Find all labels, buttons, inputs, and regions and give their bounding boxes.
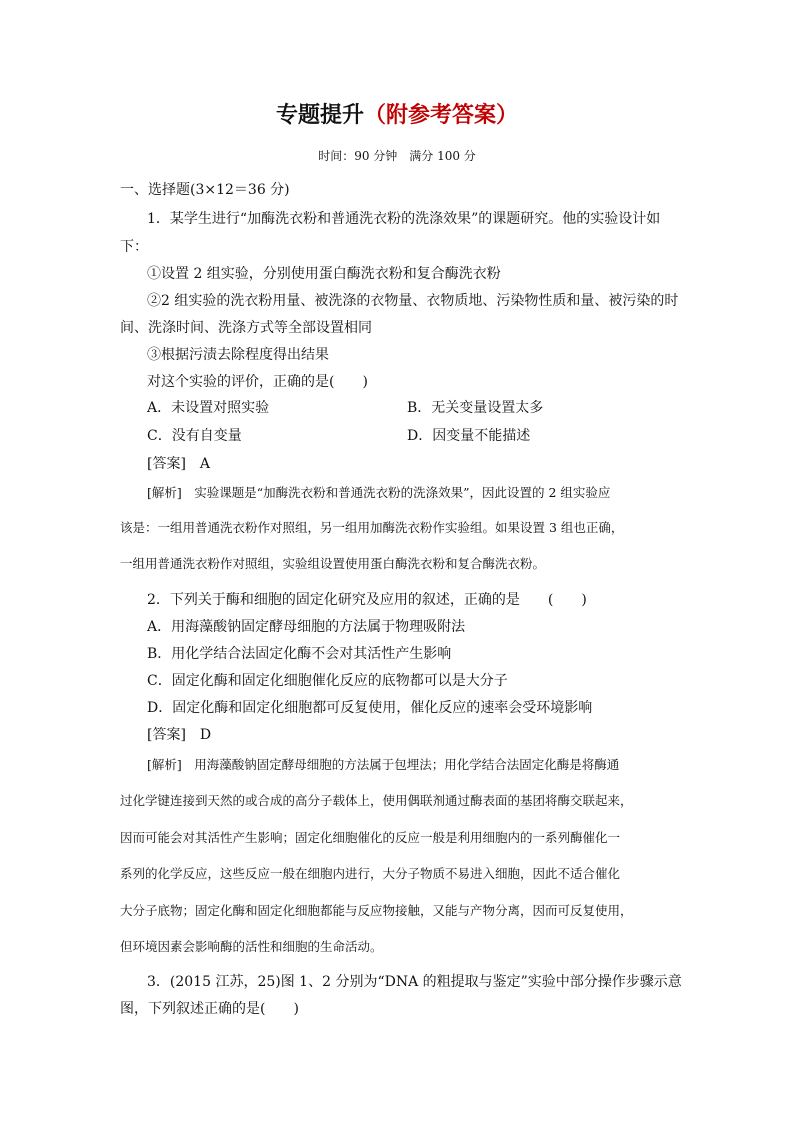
q1-answer: [答案] A [147,456,211,472]
q1-stem-line1: 1．某学生进行“加酶洗衣粉和普通洗衣粉的洗涤效果”的课题研究。他的实验设计如 [147,211,661,227]
q1-option-d: D．因变量不能描述 [407,428,531,444]
q2-analysis-line5: 大分子底物；固定化酶和固定化细胞都能与反应物接触，又能与产物分离，因而可反复使用， [120,903,633,918]
q1-analysis-line1: [解析] 实验课题是“加酶洗衣粉和普通洗衣粉的洗涤效果”，因此设置的 2 组实验应 [147,485,611,500]
exam-info: 时间：90 分钟 满分 100 分 [318,149,476,163]
page-title [0,98,794,129]
q1-analysis-line3: 一组用普通洗衣粉作对照组，实验组设置使用蛋白酶洗衣粉和复合酶洗衣粉。 [120,556,546,571]
q1-option-b: B．无关变量设置太多 [407,400,544,416]
q1-item1: ①设置 2 组实验，分别使用蛋白酶洗衣粉和复合酶洗衣粉 [147,266,501,282]
q2-answer: [答案] D [147,727,212,743]
q2-option-c: C．固定化酶和固定化细胞催化反应的底物都可以是大分子 [147,673,508,689]
q1-option-a: A．未设置对照实验 [147,400,270,416]
q2-option-b: B．用化学结合法固定化酶不会对其活性产生影响 [147,646,452,662]
q1-item2-line2: 间、洗涤时间、洗涤方式等全部设置相同 [120,320,372,336]
q2-stem: 2．下列关于酶和细胞的固定化研究及应用的叙述，正确的是 ( ) [147,592,587,608]
title-main: 专题提升 [275,102,364,128]
q2-analysis-line3: 因而可能会对其活性产生影响；固定化细胞催化的反应一般是利用细胞内的一系列酶催化一 [120,830,621,845]
q1-option-c: C．没有自变量 [147,428,242,444]
q2-analysis-line2: 过化学键连接到天然的或合成的高分子载体上，使用偶联剂通过酶表面的基团将酶交联起来， [120,793,633,808]
q2-analysis-line4: 系列的化学反应，这些反应一般在细胞内进行，大分子物质不易进入细胞，因此不适合催化 [120,866,621,881]
q2-analysis-line1: [解析] 用海藻酸钠固定酵母细胞的方法属于包埋法；用化学结合法固定化酶是将酶通 [147,757,620,772]
q2-option-d: D．固定化酶和固定化细胞都可反复使用，催化反应的速率会受环境影响 [147,700,593,716]
q3-stem-line2: 图，下列叙述正确的是( ) [120,1001,299,1017]
q2-analysis-line6: 但环境因素会影响酶的活性和细胞的生命活动。 [120,939,383,954]
section-heading: 一、选择题(3×12＝36 分) [120,182,290,198]
q3-stem-line1: 3．(2015 江苏，25)图 1、2 分别为“DNA 的粗提取与鉴定”实验中部分操作步骤示意 [147,974,682,990]
q1-analysis-line2: 该是：一组用普通洗衣粉作对照组，另一组用加酶洗衣粉作实验组。如果设置 3 组也正确， [120,520,624,535]
q1-stem-line2: 下： [120,239,148,255]
q1-item2-line1: ②2 组实验的洗衣粉用量、被洗涤的衣物量、衣物质地、污染物性质和量、被污染的时 [147,293,679,309]
q1-item3: ③根据污渍去除程度得出结果 [147,347,329,363]
q1-question: 对这个实验的评价，正确的是( ) [147,374,368,390]
q2-option-a: A．用海藻酸钠固定酵母细胞的方法属于物理吸附法 [147,619,466,635]
title-note: （附参考答案） [364,102,519,128]
